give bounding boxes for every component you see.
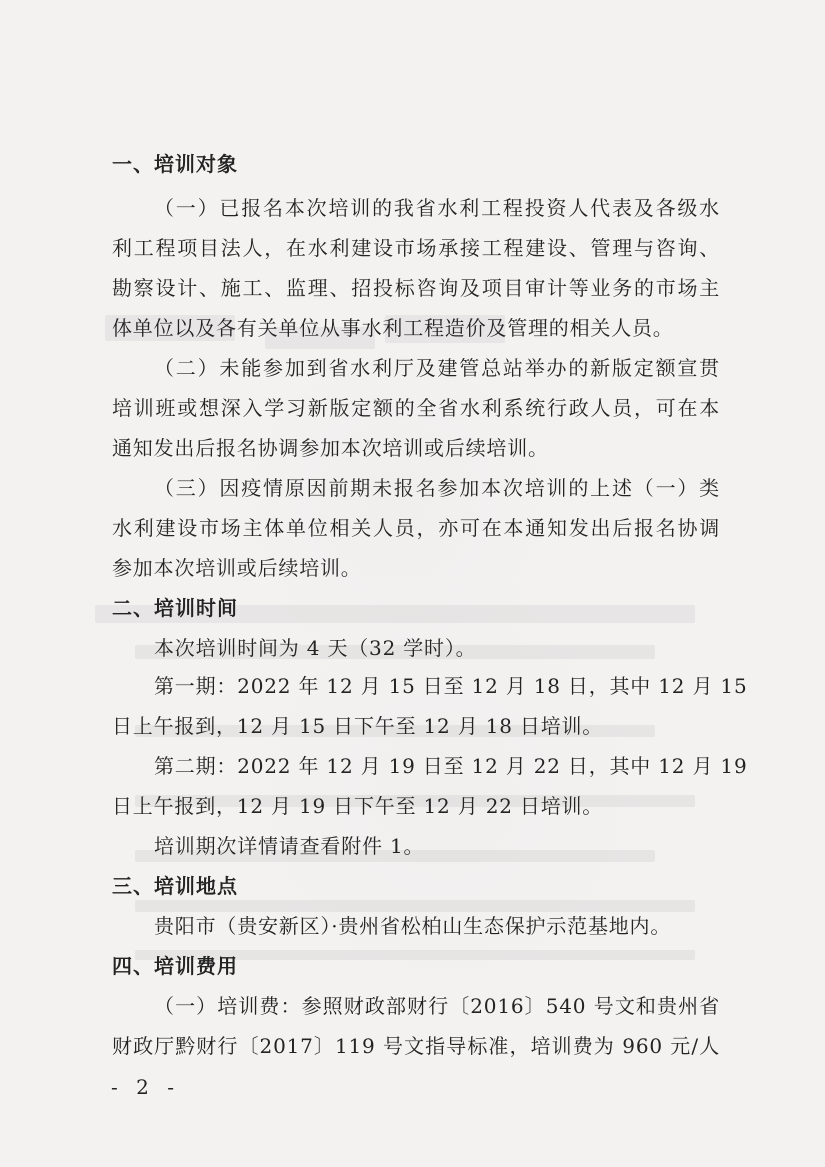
page-number: - 2 - xyxy=(111,1075,180,1099)
paragraph-line: 培训期次详情请查看附件 1。 xyxy=(154,834,425,858)
paragraph-line: 利工程项目法人，在水利建设市场承接工程建设、管理与咨询、 xyxy=(112,236,720,260)
paragraph-line: （二）未能参加到省水利厅及建管总站举办的新版定额宣贯 xyxy=(154,356,720,380)
paragraph-line: 参加本次培训或后续培训。 xyxy=(112,556,362,580)
paragraph-line: 贵阳市（贵安新区）·贵州省松柏山生态保护示范基地内。 xyxy=(154,914,672,938)
paragraph-line: 财政厅黔财行〔2017〕119 号文指导标准，培训费为 960 元/人 xyxy=(112,1034,720,1058)
paragraph-line: 本次培训时间为 4 天（32 学时）。 xyxy=(154,636,477,660)
section-heading-training-time: 二、培训时间 xyxy=(112,596,238,620)
paragraph-line: （一）已报名本次培训的我省水利工程投资人代表及各级水 xyxy=(154,196,720,220)
section-heading-training-location: 三、培训地点 xyxy=(112,874,238,898)
paragraph-line: （三）因疫情原因前期未报名参加本次培训的上述（一）类 xyxy=(154,476,720,500)
paragraph-line: 第一期：2022 年 12 月 15 日至 12 月 18 日，其中 12 月 15 xyxy=(154,674,748,698)
paragraph-line: 日上午报到，12 月 19 日下午至 12 月 22 日培训。 xyxy=(112,794,604,818)
paragraph-line: 水利建设市场主体单位相关人员，亦可在本通知发出后报名协调 xyxy=(112,516,720,540)
paragraph-line: 第二期：2022 年 12 月 19 日至 12 月 22 日，其中 12 月 19 xyxy=(154,754,748,778)
paragraph-line: （一）培训费：参照财政部财行〔2016〕540 号文和贵州省 xyxy=(154,994,720,1018)
paragraph-line: 勘察设计、施工、监理、招投标咨询及项目审计等业务的市场主 xyxy=(112,276,720,300)
paragraph-line: 日上午报到，12 月 15 日下午至 12 月 18 日培训。 xyxy=(112,714,604,738)
section-heading-training-fees: 四、培训费用 xyxy=(112,954,238,978)
paragraph-line: 体单位以及各有关单位从事水利工程造价及管理的相关人员。 xyxy=(112,316,674,340)
paragraph-line: 通知发出后报名协调参加本次培训或后续培训。 xyxy=(112,436,549,460)
section-heading-training-target: 一、培训对象 xyxy=(112,152,238,176)
paragraph-line: 培训班或想深入学习新版定额的全省水利系统行政人员，可在本 xyxy=(112,396,720,420)
